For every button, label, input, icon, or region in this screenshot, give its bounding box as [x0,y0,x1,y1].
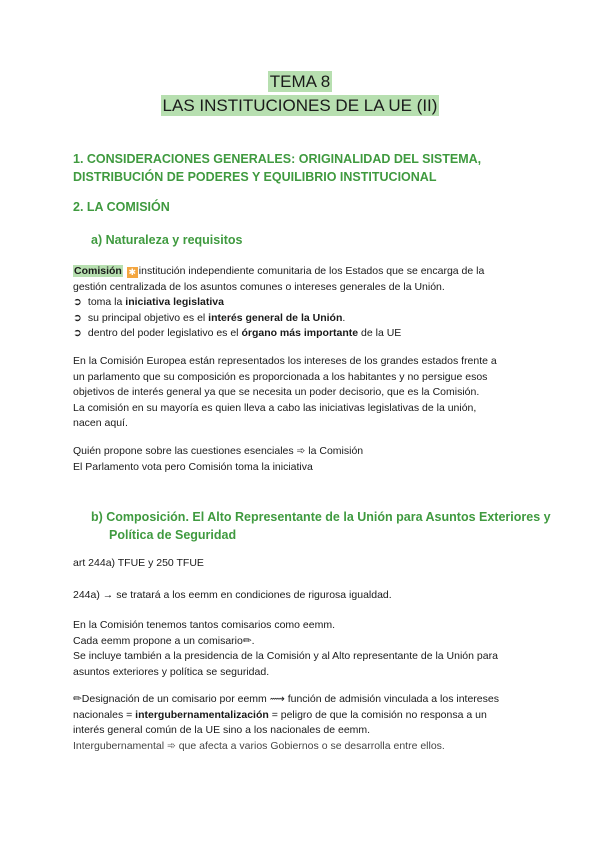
comision-keyword: Comisión [74,265,122,277]
bullet-1 [73,295,543,311]
subsection-b-line-1: b) Composición. El Alto Representante de la Unión para Asuntos Exteriores y [91,510,551,524]
para4-line: Intergubernamental ➾ que afecta a varios Gobiernos o se desarrolla entre ellos. [73,739,445,752]
intergubernamentalizacion-term: intergubernamentalización [135,708,269,721]
para4-line: ✏Designación de un comisario por eemm ⟿ función de admisión vinculada a los intereses [73,693,499,705]
bullet-1-text: toma la [87,296,126,308]
para1-line: nacen aquí. [73,417,128,429]
subsection-b-line-2: Política de Seguridad [109,528,237,542]
section-1-heading-line-2: DISTRIBUCIÓN DE PODERES Y EQUILIBRIO INSTITUCIONAL [73,170,437,184]
article-244-note: 244a) → se tratará a los eemm en condiciones de rigurosa igualdad. [73,589,392,601]
arrow-icon: ➲ [73,327,82,339]
definition-line-1 [73,264,543,280]
para1-line: La comisión en su mayoría es quien lleva a cabo las iniciativas legislativas de la unión, [73,401,477,414]
para1-line: En la Comisión Europea están representados los intereses de los grandes estados frente a [73,355,497,367]
para4-text: nacionales = [73,708,136,721]
para1-line: un parlamento que su composición es proporcionada a los habitantes y no persigue esos [73,370,488,383]
arrow-icon: ➲ [73,296,82,308]
para3-line: asuntos exteriores y política se seguridad. [73,665,270,678]
subsection-a-heading: a) Naturaleza y requisitos [91,233,243,247]
paragraph-designation [73,692,543,754]
para3-line: Cada eemm propone a un comisario✏. [73,634,255,647]
para2-line: Quién propone sobre las cuestiones esenciales ➾ la Comisión [73,445,364,457]
bullet-1-bold: iniciativa legislativa [125,296,224,308]
bullet-2 [73,311,543,327]
arrow-icon: ➲ [73,311,82,324]
section-2-heading: 2. LA COMISIÓN [73,200,170,214]
bullet-3-end: de la UE [358,327,402,339]
comision-definition [73,264,543,342]
bullet-3-text: dentro del poder legislativo es el [87,327,242,339]
paragraph-composition [73,618,543,680]
tema-title: TEMA 8 [269,72,331,91]
para3-line: Se incluye también a la presidencia de la Comisión y al Alto representante de la Unión para [73,650,498,662]
definition-line-2: gestión centralizada de los asuntos comunes o intereses generales de la Unión. [73,280,445,293]
bullet-2-bold: interés general de la Unión [208,311,343,324]
section-1-heading-line-1: 1. CONSIDERACIONES GENERALES: ORIGINALIDAD DEL SISTEMA, [73,152,482,166]
bullet-3-bold: órgano más importante [241,327,359,339]
paragraph-representation [73,354,543,432]
section-1-heading [73,150,543,186]
bullet-2-end: . [342,311,346,324]
bullet-2-text: su principal objetivo es el [87,311,209,324]
article-reference: art 244a) TFUE y 250 TFUE [73,557,204,569]
para3-line: En la Comisión tenemos tantos comisarios como eemm. [73,619,336,631]
paragraph-proposal [73,444,543,475]
definition-text: institución independiente comunitaria de los Estados que se encarga de la [138,265,485,277]
bullet-3 [73,326,543,342]
para4-line: interés general común de la UE sino a los nacionales de eemm. [73,724,371,736]
para4-line-2 [73,708,543,724]
instituciones-title: LAS INSTITUCIONES DE LA UE (II) [162,96,438,115]
title-line-1 [0,72,600,92]
title-line-2 [0,96,600,116]
star-icon: ✱ [128,267,137,277]
para1-line: objetivos de interés general ya que se necesita un poder decisorio, que es la Comisión. [73,386,480,398]
para2-line: El Parlamento vota pero Comisión toma la iniciativa [73,460,313,473]
subsection-b-heading [91,508,551,544]
para4-text: = peligro de que la comisión no responsa a un [268,708,487,721]
